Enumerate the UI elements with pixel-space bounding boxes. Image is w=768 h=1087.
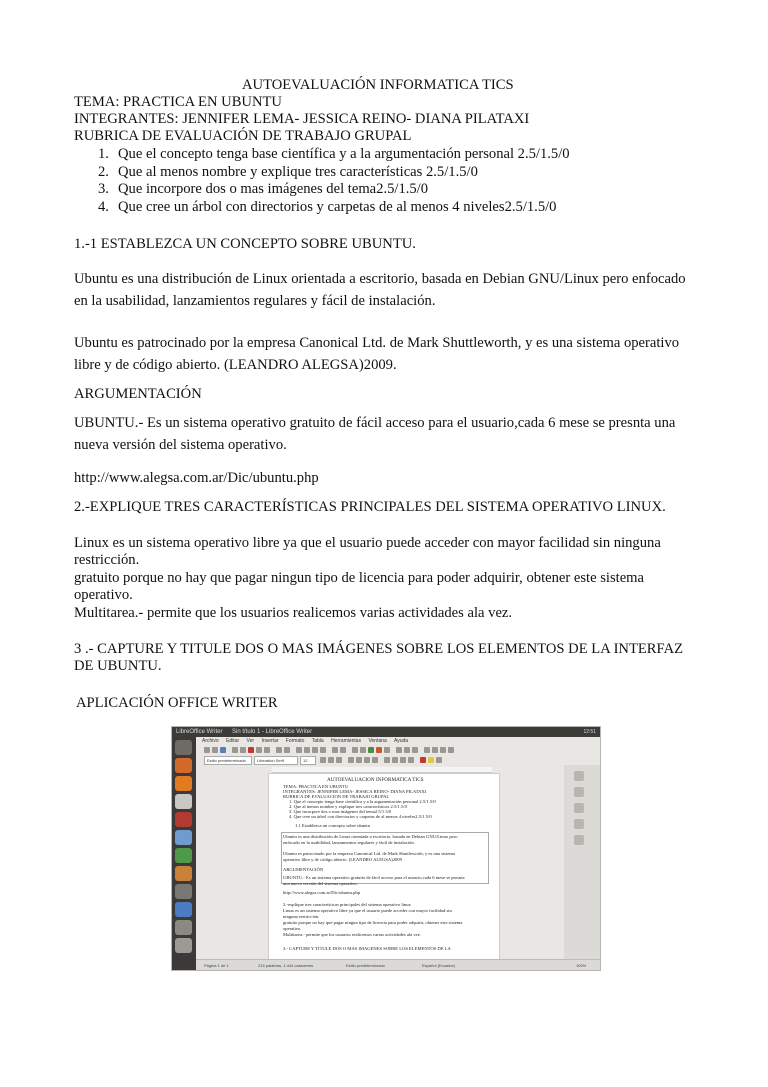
page-line: Ubuntu es una distribución de Linux orientada a escritorio, basada en Debian GNU/Linux pero xyxy=(283,834,458,839)
menu-ayuda[interactable]: Ayuda xyxy=(393,738,409,744)
autospell-icon[interactable] xyxy=(284,747,290,753)
window-label: LibreOffice Writer xyxy=(176,729,223,735)
redo-icon[interactable] xyxy=(340,747,346,753)
list-item: 4. Que cree un árbol con directorios y carpetas de al menos 4 niveles2.5/1.5/0 xyxy=(98,198,557,215)
document-title: AUTOEVALUACIÓN INFORMATICA TICS xyxy=(242,77,514,93)
status-bar xyxy=(196,959,600,971)
find-icon[interactable] xyxy=(396,747,402,753)
page-line: ARGUMENTACIÓN xyxy=(283,867,324,872)
page-line: 2.-explique tres características principales del sistema operativo linux xyxy=(283,902,411,907)
numbering-icon[interactable] xyxy=(384,757,390,763)
standard-toolbar xyxy=(202,746,598,755)
menu-bar xyxy=(202,737,414,746)
menu-archivo[interactable]: Archivo xyxy=(202,738,219,744)
menu-ventana[interactable]: Ventana xyxy=(368,738,387,744)
section3-heading: 3 .- CAPTURE Y TITULE DOS O MAS IMÁGENES SOBRE LOS ELEMENTOS DE LA INTERFAZ DE UBUNTU. xyxy=(74,641,684,674)
page-line: 1. Que el concepto tenga base científica y a la argumentación personal 2.5/1.5/0 xyxy=(289,799,436,804)
page-line: Multitarea.- permite que los usuarios realicemos varias actividades ala vez. xyxy=(283,932,421,937)
reference-link[interactable]: http://www.alegsa.com.ar/Dic/ubuntu.php xyxy=(74,470,319,486)
indent-decrease-icon[interactable] xyxy=(400,757,406,763)
menu-tabla[interactable]: Tabla xyxy=(311,738,324,744)
terminal-icon xyxy=(175,920,192,935)
calc-icon xyxy=(175,848,192,863)
impress-icon xyxy=(175,866,192,881)
ubuntu-one-icon xyxy=(175,812,192,827)
underline-icon[interactable] xyxy=(336,757,342,763)
page-line: 4. Que cree un árbol con directorios y carpetas de al menos 4 niveles2.5/1.5/0 xyxy=(289,814,432,819)
styles-icon[interactable] xyxy=(574,787,584,797)
page-line: AUTOEVALUACION INFORMATICA TICS xyxy=(327,777,424,783)
status-words: 215 palabras, 1.444 caracteres xyxy=(258,963,314,968)
align-right-icon[interactable] xyxy=(364,757,370,763)
writer-icon xyxy=(175,830,192,845)
edit-icon[interactable] xyxy=(240,747,246,753)
properties-icon[interactable] xyxy=(574,771,584,781)
settings-icon xyxy=(175,884,192,899)
section1-paragraph-1: Ubuntu es una distribución de Linux orientada a escritorio, basada en Debian GNU/Linux pero enfocado en la usabilidad, lanzamientos regulares y fácil de instalación. xyxy=(74,271,686,309)
page-line: 3.- CAPTURE Y TITULE DOS O MAS IMAGENES SOBRE LOS ELEMENTOS DE LA xyxy=(283,946,451,951)
zoom-icon[interactable] xyxy=(440,747,446,753)
section1-heading: 1.-1 ESTABLEZCA UN CONCEPTO SOBRE UBUNTU. xyxy=(74,236,416,252)
hyperlink-icon[interactable] xyxy=(352,747,358,753)
align-center-icon[interactable] xyxy=(356,757,362,763)
gallery-icon[interactable] xyxy=(412,747,418,753)
page-line: INTEGRANTES: JENNIFER LEMA- JESSICA REINO- DIANA PILATAXI xyxy=(283,789,427,794)
section2-heading: 2.-EXPLIQUE TRES CARACTERÍSTICAS PRINCIPALES DEL SISTEMA OPERATIVO LINUX. xyxy=(74,499,666,515)
clone-icon[interactable] xyxy=(320,747,326,753)
status-style: Estilo predeterminado xyxy=(346,963,385,968)
print-icon[interactable] xyxy=(256,747,262,753)
spellcheck-icon[interactable] xyxy=(276,747,282,753)
omega-icon[interactable] xyxy=(424,747,430,753)
list-item: 1. Que el concepto tenga base científica y a la argumentación personal 2.5/1.5/0 xyxy=(98,146,570,162)
integrantes-line: INTEGRANTES: JENNIFER LEMA- JESSICA REINO- DIANA PILATAXI xyxy=(74,111,530,127)
draw-icon[interactable] xyxy=(384,747,390,753)
unity-launcher xyxy=(172,737,196,970)
indent-increase-icon[interactable] xyxy=(408,757,414,763)
page-line: operativo. xyxy=(283,926,302,931)
page-line: Ubuntu es patrocinado por la empresa Canonical Ltd. de Mark Shuttleworth, y es una sistema xyxy=(283,851,455,856)
image-icon[interactable] xyxy=(368,747,374,753)
align-left-icon[interactable] xyxy=(348,757,354,763)
page-line: 2. Que al menos nombre y explique tres características 2.5/1.5/0 xyxy=(289,804,407,809)
cut-icon[interactable] xyxy=(296,747,302,753)
argumentacion-heading: ARGUMENTACIÓN xyxy=(74,386,202,402)
email-icon[interactable] xyxy=(232,747,238,753)
page-line: UBUNTU.- Es un sistema operativo gratuito de fácil acceso para el usuario,cada 6 mese se presnta xyxy=(283,875,465,880)
characteristic-3: Multitarea.- permite que los usuarios realicemos varias actividades ala vez. xyxy=(74,605,513,621)
paste-icon[interactable] xyxy=(312,747,318,753)
characteristic-1: Linux es un sistema operativo libre ya que el usuario puede acceder con mayor facilidad sin ninguna restricción. xyxy=(74,535,661,568)
libreoffice-writer-screenshot xyxy=(171,726,601,971)
tray-clock: 12:51 xyxy=(583,729,596,735)
help-icon[interactable] xyxy=(448,747,454,753)
image-caption: APLICACIÓN OFFICE WRITER xyxy=(76,695,278,711)
highlight-icon[interactable] xyxy=(428,757,434,763)
argumentacion-text: UBUNTU.- Es un sistema operativo gratuito de fácil acceso para el usuario,cada 6 mese se presnta una nueva versión del sistema operativo. xyxy=(74,415,676,453)
firefox-icon xyxy=(175,776,192,791)
justify-icon[interactable] xyxy=(372,757,378,763)
status-language: Español (Ecuador) xyxy=(422,963,456,968)
font-name-select[interactable]: Liberation Serif xyxy=(254,756,298,765)
files-icon xyxy=(175,758,192,773)
window-title: Sin título 1 - LibreOffice Writer xyxy=(232,729,313,735)
menu-ver[interactable]: Ver xyxy=(246,738,255,744)
status-page: Página 1 de 1 xyxy=(204,963,229,968)
formatting-marks-icon[interactable] xyxy=(432,747,438,753)
background-color-icon[interactable] xyxy=(436,757,442,763)
menu-herramientas[interactable]: Herramientas xyxy=(331,738,362,744)
page-line: operativo libre y de código abierto. (LEANDRO ALEGSA)2009 xyxy=(283,857,402,862)
page-line: TEMA: PRACTICA EN UBUNTU xyxy=(283,784,349,789)
menu-editar[interactable]: Editar xyxy=(226,738,240,744)
section1-paragraph-2: Ubuntu es patrocinado por la empresa Canonical Ltd. de Mark Shuttleworth, y es una sistema operativo libre y de código abierto. (LEANDRO ALEGSA)2009. xyxy=(74,335,680,373)
list-item: 2. Que al menos nombre y explique tres características 2.5/1.5/0 xyxy=(98,163,478,180)
formatting-toolbar xyxy=(202,755,598,765)
screenshot-title-bar xyxy=(172,727,600,737)
italic-icon[interactable] xyxy=(328,757,334,763)
rubrica-heading: RUBRICA DE EVALUACIÓN DE TRABAJO GRUPAL xyxy=(74,128,412,144)
table-icon[interactable] xyxy=(360,747,366,753)
font-size-select[interactable]: 12 xyxy=(300,756,316,765)
pdf-icon[interactable] xyxy=(248,747,254,753)
menu-insertar[interactable]: Insertar xyxy=(261,738,279,744)
dash-icon xyxy=(175,740,192,755)
software-center-icon xyxy=(175,794,192,809)
page-line: gratuito porque no hay que pagar ningun tipo de licencia para poder adquirir, obtener este sistema xyxy=(283,920,463,925)
undo-icon[interactable] xyxy=(332,747,338,753)
save-icon[interactable] xyxy=(220,747,226,753)
copy-icon[interactable] xyxy=(304,747,310,753)
paragraph-style-select[interactable]: Estilo predeterminado xyxy=(204,756,252,765)
page-line: enfocado en la usabilidad, lanzamientos regulares y fácil de instalación. xyxy=(283,840,415,845)
gallery-side-icon[interactable] xyxy=(574,803,584,813)
functions-icon[interactable] xyxy=(574,835,584,845)
page-line: 1.1 Establezca un concepto sobre ubuntu xyxy=(295,823,371,828)
document-page[interactable] xyxy=(268,773,500,961)
page-line: 3. Que incorpore dos o mas imágenes del tema2.5/1.5/0 xyxy=(289,809,392,814)
page-line: ninguna restricción. xyxy=(283,914,320,919)
navigator-side-icon[interactable] xyxy=(574,819,584,829)
bold-icon[interactable] xyxy=(320,757,326,763)
font-color-icon[interactable] xyxy=(420,757,426,763)
writer-open-icon xyxy=(175,902,192,917)
page-line: Linux es un sistema operativo libre ya que el usuario puede acceder con mayor facilidad sin xyxy=(283,908,452,913)
open-icon[interactable] xyxy=(212,747,218,753)
characteristic-2: gratuito porque no hay que pagar ningun tipo de licencia para poder adquirir, obtener este sistema operativo. xyxy=(74,570,644,603)
preview-icon[interactable] xyxy=(264,747,270,753)
rubric-list xyxy=(98,146,570,216)
chart-icon[interactable] xyxy=(376,747,382,753)
page-line: una nueva versión del sistema operativo. xyxy=(283,881,358,886)
menu-formato[interactable]: Formato xyxy=(285,738,305,744)
list-item: 3. Que incorpore dos o mas imágenes del tema2.5/1.5/0 xyxy=(98,181,429,197)
trash-icon xyxy=(175,938,192,953)
status-zoom[interactable]: 100% xyxy=(576,963,587,968)
page-line: http://www.alegsa.com.ar/Dic/ubuntu.php xyxy=(283,890,361,895)
sidebar-deck xyxy=(564,765,600,959)
page-line: RUBRICA DE EVALUACION DE TRABAJO GRUPAL xyxy=(283,794,390,799)
bullets-icon[interactable] xyxy=(392,757,398,763)
navigator-icon[interactable] xyxy=(404,747,410,753)
tema-line: TEMA: PRACTICA EN UBUNTU xyxy=(74,94,282,110)
new-icon[interactable] xyxy=(204,747,210,753)
